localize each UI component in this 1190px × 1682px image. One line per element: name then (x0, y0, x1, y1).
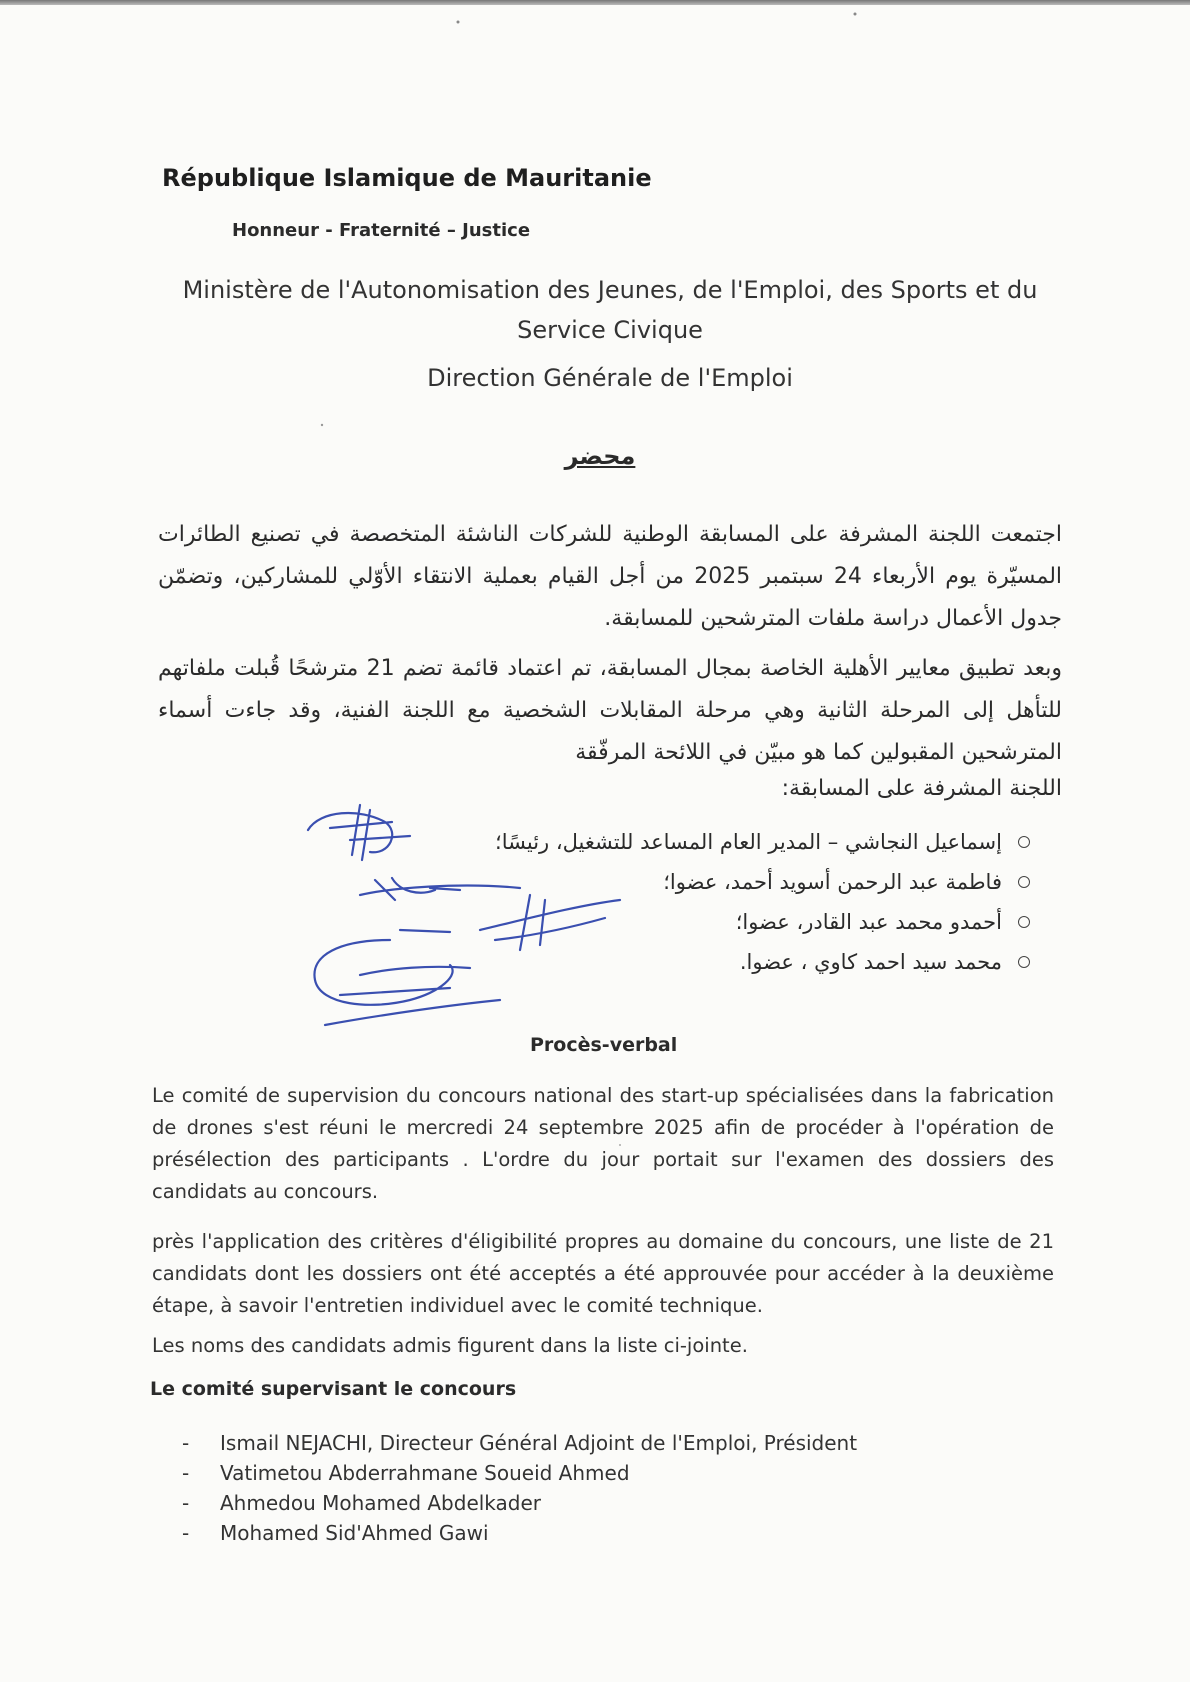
national-motto: Honneur - Fraternité – Justice (232, 220, 531, 241)
french-member-1: Ismail NEJACHI, Directeur Général Adjoint de l'Emploi, Président (220, 1431, 858, 1455)
arabic-paragraph-2: وبعد تطبيق معايير الأهلية الخاصة بمجال المسابقة، تم اعتماد قائمة تضم 21 مترشحًا قُبلت ملفاتهم للتأهل إلى المرحلة الثانية وهي مرحلة المقابلات الشخصية مع اللجنة الفنية، وقد جاءت أسماء المترشحين المقبولين كما هو مبيّن في اللائحة المرفّقة (158, 656, 1062, 765)
dash-bullet-icon: - (182, 1431, 190, 1455)
proces-verbal-title: Procès-verbal (530, 1034, 678, 1056)
dash-bullet-icon: - (182, 1491, 190, 1515)
arabic-committee-label: اللجنة المشرفة على المسابقة: (781, 776, 1062, 801)
arabic-title: محضر (564, 442, 636, 470)
dash-bullet-icon: - (182, 1461, 190, 1485)
direction-name: Direction Générale de l'Emploi (427, 364, 793, 392)
french-paragraph-2: près l'application des critères d'éligibilité propres au domaine du concours, une liste de 21 candidats dont les dossiers ont été acceptés a été approuvée pour accéder à la deuxième étape, à savoir l'entretien individuel avec le comité technique. (152, 1230, 1054, 1317)
french-member-2: Vatimetou Abderrahmane Soueid Ahmed (220, 1461, 630, 1485)
arabic-member-4: محمد سيد احمد كاوي ، عضوا. (739, 950, 1002, 974)
french-paragraph-3: Les noms des candidats admis figurent dans la liste ci-jointe. (152, 1334, 748, 1357)
dash-bullet-icon: - (182, 1521, 190, 1545)
arabic-member-3: أحمدو محمد عبد القادر، عضوا؛ (735, 910, 1002, 934)
french-member-3: Ahmedou Mohamed Abdelkader (220, 1491, 542, 1515)
french-committee-label: Le comité supervisant le concours (150, 1378, 517, 1400)
republic-heading: République Islamique de Mauritanie (162, 164, 652, 192)
french-paragraph-1: Le comité de supervision du concours national des start-up spécialisées dans la fabrication de drones s'est réuni le mercredi 24 septembre 2025 afin de procéder à l'opération de présélection des participants . L'ordre du jour portait sur l'examen des dossiers des candidats au concours. (152, 1084, 1054, 1203)
arabic-member-2: فاطمة عبد الرحمن أسويد أحمد، عضوا؛ (663, 870, 1002, 894)
ministry-name: Ministère de l'Autonomisation des Jeunes, de l'Emploi, des Sports et du Service Civique (182, 276, 1038, 344)
arabic-paragraph-1: اجتمعت اللجنة المشرفة على المسابقة الوطنية للشركات الناشئة المتخصصة في تصنيع الطائرات المسيّرة يوم الأربعاء 24 سبتمبر 2025 من أجل القيام بعملية الانتقاء الأوّلي للمشاركين، وتضمّن جدول الأعمال دراسة ملفات المترشحين للمسابقة. (158, 522, 1063, 631)
arabic-member-1: إسماعيل النجاشي – المدير العام المساعد للتشغيل، رئيسًا؛ (495, 830, 1002, 854)
french-member-4: Mohamed Sid'Ahmed Gawi (220, 1521, 489, 1545)
